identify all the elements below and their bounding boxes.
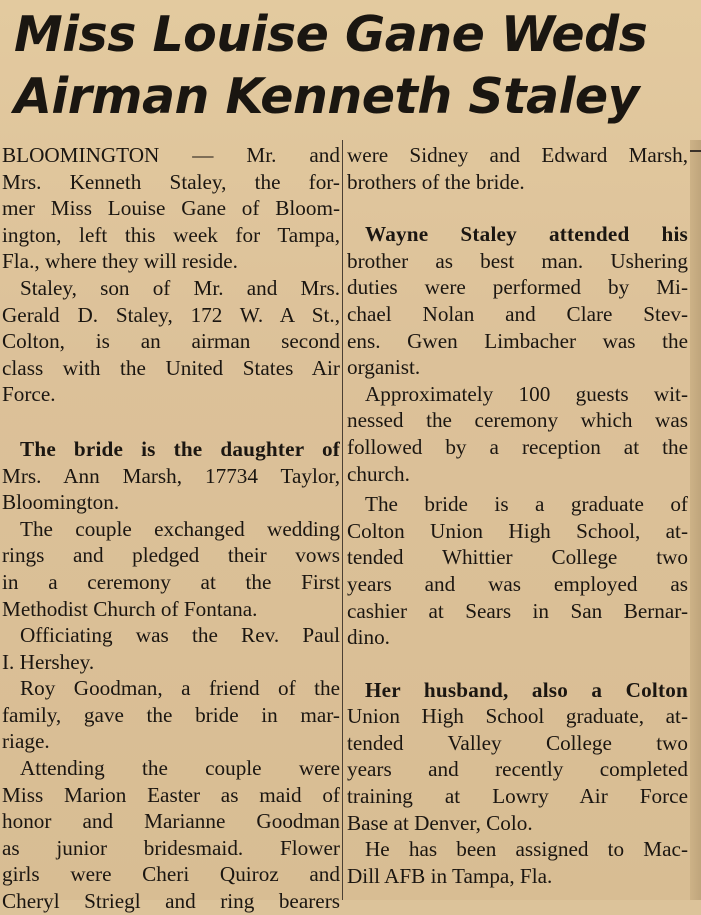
article-paragraph [347, 836, 688, 889]
lead-line: The bride is the daughter of [20, 436, 340, 461]
lead-line: Wayne Staley attended his [365, 222, 688, 247]
text-line: training at Lowry Air Force [347, 784, 688, 809]
text-line: Cheryl Striegl and ring bearers [2, 889, 340, 914]
text-line: church. [347, 461, 410, 486]
clipping-edge [690, 140, 701, 900]
article-paragraph [2, 622, 340, 675]
article-paragraph [2, 755, 340, 915]
text-line: The bride is a graduate of [365, 492, 688, 517]
text-line: Miss Marion Easter as maid of [2, 782, 340, 807]
article-paragraph [2, 516, 340, 622]
text-line: ington, left this week for Tampa, [2, 222, 340, 247]
text-line: Colton, is an airman second [2, 329, 340, 354]
text-line: Officiating was the Rev. Paul [20, 623, 340, 648]
text-line: were Sidney and Edward Marsh, [347, 143, 688, 167]
text-line: organist. [347, 355, 421, 380]
text-line: brothers of the bride. [347, 169, 525, 194]
text-line: Roy Goodman, a friend of the [20, 676, 340, 701]
right-column [347, 142, 688, 889]
text-line: years and recently completed [347, 757, 688, 782]
article-paragraph [347, 677, 688, 837]
text-line: Attending the couple were [20, 756, 340, 781]
text-line: brother as best man. Ushering [347, 248, 688, 273]
text-line: Colton Union High School, at- [347, 518, 688, 543]
text-line: tended Valley College two [347, 730, 688, 755]
text-line: honor and Marianne Goodman [2, 809, 340, 834]
text-line: Union High School graduate, at- [347, 704, 688, 729]
article-paragraph [347, 221, 688, 381]
text-line: rings and pledged their vows [2, 543, 340, 568]
text-line: Base at Denver, Colo. [347, 810, 533, 835]
headline [14, 4, 694, 128]
text-line: family, gave the bride in mar- [2, 702, 340, 727]
text-line: followed by a reception at the [347, 434, 688, 459]
article-paragraph [347, 142, 688, 195]
text-line: Mrs. Ann Marsh, 17734 Taylor, [2, 463, 340, 488]
article-paragraph [2, 675, 340, 755]
text-line: Fla., where they will reside. [2, 249, 238, 274]
text-line: Dill AFB in Tampa, Fla. [347, 863, 553, 888]
text-line: cashier at Sears in San Bernar- [347, 598, 688, 623]
text-line: ens. Gwen Limbacher was the [347, 328, 688, 353]
text-line: Methodist Church of Fontana. [2, 596, 258, 621]
text-line: He has been assigned to Mac- [365, 837, 688, 862]
text-line: riage. [2, 729, 50, 754]
text-line: Mrs. Kenneth Staley, the for- [2, 169, 340, 194]
left-column [2, 142, 340, 915]
article-paragraph [2, 436, 340, 516]
text-line: dino. [347, 625, 390, 650]
text-line: class with the United States Air [2, 355, 340, 380]
text-line: mer Miss Louise Gane of Bloom- [2, 196, 340, 221]
text-line: Gerald D. Staley, 172 W. A St., [2, 302, 340, 327]
text-line: Bloomington. [2, 490, 120, 515]
column-divider [342, 140, 343, 900]
lead-line: Her husband, also a Colton [365, 677, 688, 702]
text-line: years and was employed as [347, 571, 688, 596]
article-paragraph [2, 142, 340, 275]
article-paragraph [2, 275, 340, 408]
article-paragraph [347, 381, 688, 487]
headline-line-2: Airman Kenneth Staley [14, 68, 640, 125]
headline-line-1: Miss Louise Gane Weds [14, 6, 648, 63]
text-line: in a ceremony at the First [2, 569, 340, 594]
text-line: I. Hershey. [2, 649, 95, 674]
text-line: tended Whittier College two [347, 545, 688, 570]
text-line: duties were performed by Mi- [347, 275, 688, 300]
text-line: girls were Cheri Quiroz and [2, 862, 340, 887]
edge-mark [690, 150, 701, 152]
article-paragraph [347, 491, 688, 651]
text-line: nessed the ceremony which was [347, 408, 688, 433]
text-line: BLOOMINGTON — Mr. and [2, 143, 340, 167]
text-line: Staley, son of Mr. and Mrs. [20, 275, 340, 300]
text-line: chael Nolan and Clare Stev- [347, 301, 688, 326]
text-line: The couple exchanged wedding [20, 516, 340, 541]
text-line: as junior bridesmaid. Flower [2, 835, 340, 860]
text-line: Approximately 100 guests wit- [365, 381, 688, 406]
text-line: Force. [2, 382, 56, 407]
